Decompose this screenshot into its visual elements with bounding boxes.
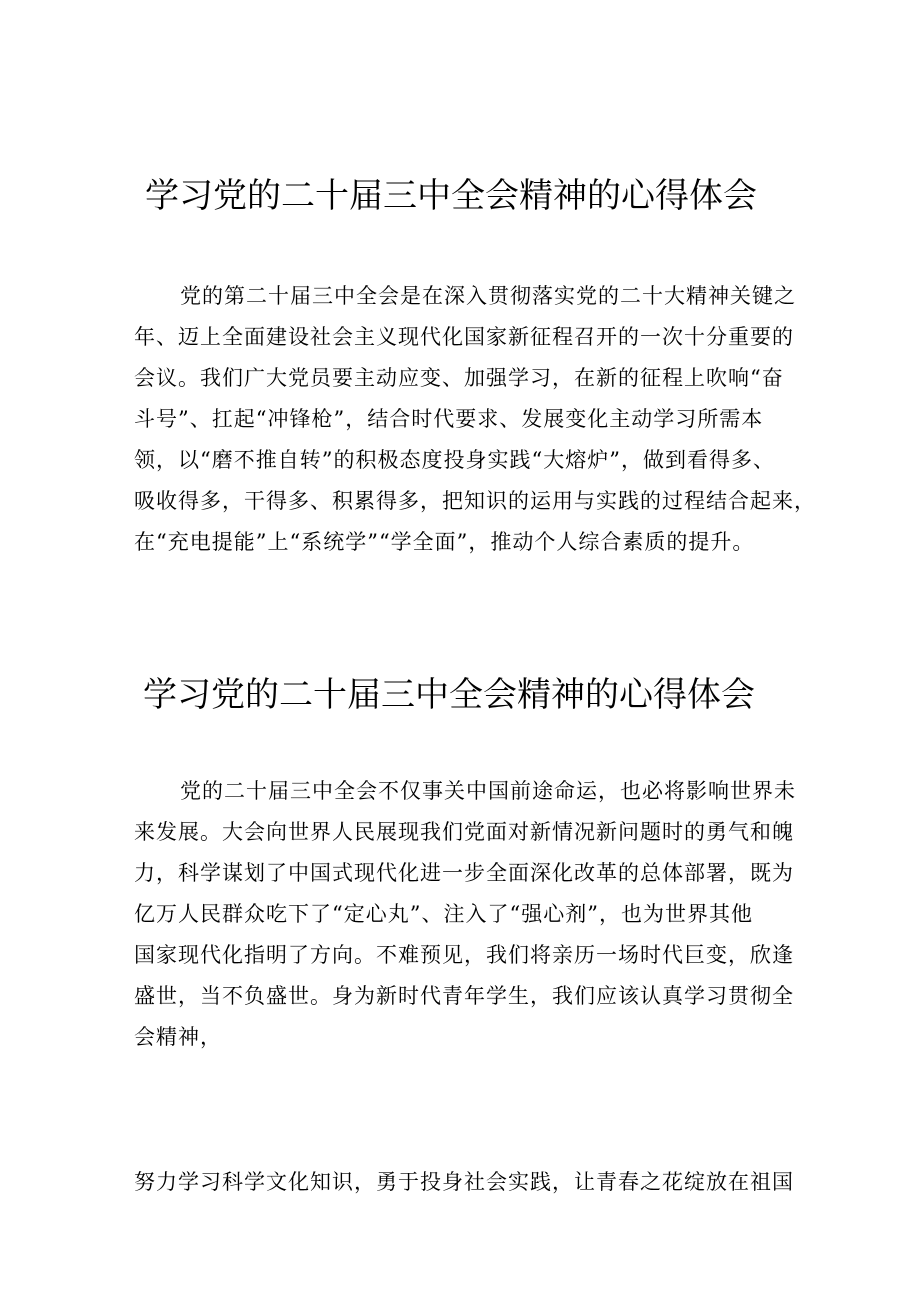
paragraph-line: 领，以“磨不推自转”的积极态度投身实践“大熔炉”，做到看得多、	[134, 448, 775, 472]
section-2-title: 学习党的二十届三中全会精神的心得体会	[143, 675, 755, 715]
paragraph-line: 会精神，	[134, 1025, 222, 1049]
paragraph-line: 吸收得多，干得多、积累得多，把知识的运用与实践的过程结合起来，	[134, 489, 816, 513]
paragraph-line: 会议。我们广大党员要主动应变、加强学习，在新的征程上吹响“奋	[134, 366, 784, 390]
paragraph-line: 努力学习科学文化知识，勇于投身社会实践，让青春之花绽放在祖国	[134, 1170, 794, 1194]
paragraph-line: 盛世，当不负盛世。身为新时代青年学生，我们应该认真学习贯彻全	[134, 984, 794, 1008]
paragraph-line: 党的第二十届三中全会是在深入贯彻落实党的二十大精神关键之	[180, 284, 796, 308]
section-2-paragraph	[134, 771, 794, 1058]
paragraph-line: 年、迈上全面建设社会主义现代化国家新征程召开的一次十分重要的	[134, 325, 794, 349]
section-1-title: 学习党的二十届三中全会精神的心得体会	[145, 176, 757, 216]
paragraph-line: 党的二十届三中全会不仅事关中国前途命运，也必将影响世界未	[180, 779, 796, 803]
section-1-paragraph	[134, 276, 816, 563]
paragraph-line: 来发展。大会向世界人民展现我们党面对新情况新问题时的勇气和魄	[134, 820, 794, 844]
paragraph-line: 力，科学谋划了中国式现代化进一步全面深化改革的总体部署，既为	[134, 861, 794, 885]
paragraph-line: 斗号”、扛起“冲锋枪”，结合时代要求、发展变化主动学习所需本	[134, 407, 764, 431]
paragraph-line: 亿万人民群众吃下了“定心丸”、注入了“强心剂”，也为世界其他	[134, 902, 753, 926]
section-2-continuation	[134, 1162, 794, 1203]
paragraph-line: 在“充电提能”上“系统学”“学全面”，推动个人综合素质的提升。	[134, 530, 755, 554]
paragraph-line: 国家现代化指明了方向。不难预见，我们将亲历一场时代巨变，欣逢	[134, 943, 794, 967]
